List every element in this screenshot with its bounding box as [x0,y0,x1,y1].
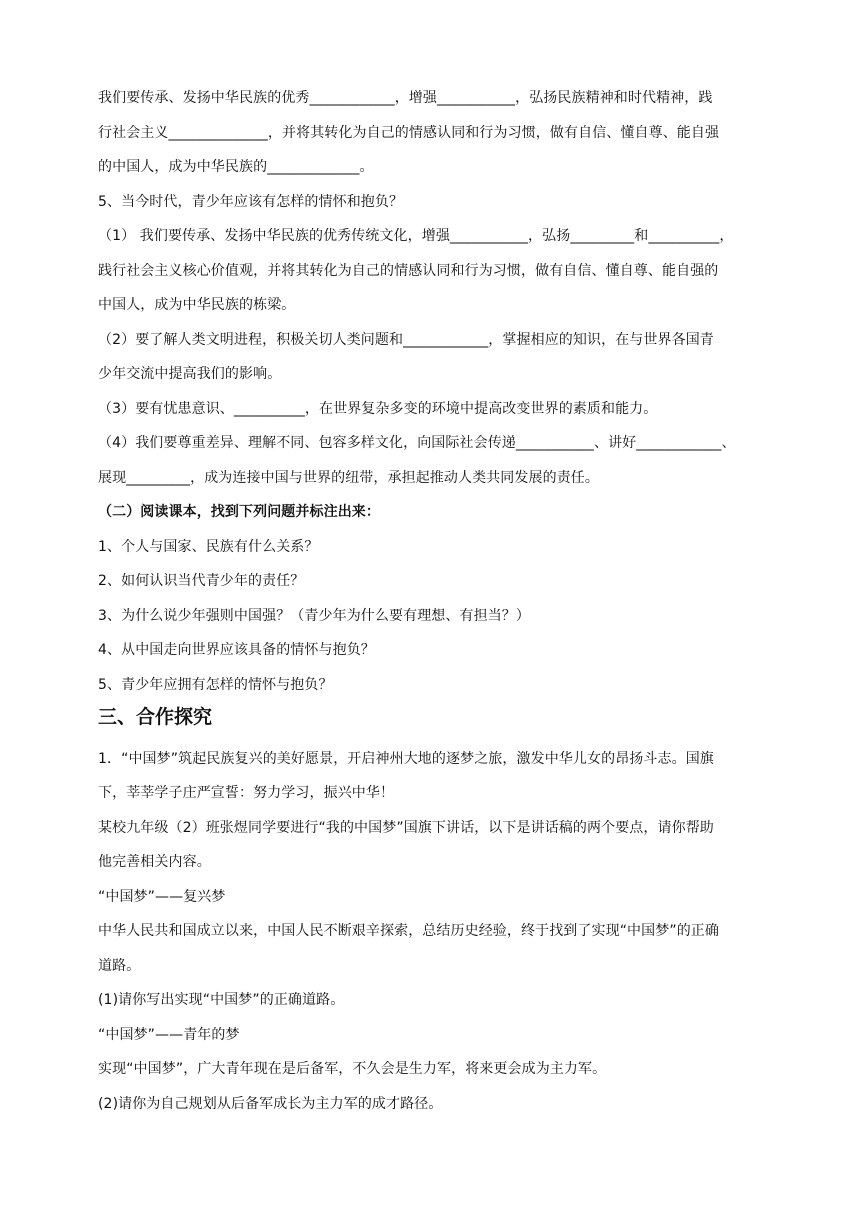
text-line: 少年交流中提高我们的影响。 [98,366,282,382]
answer-4: （4）我们要尊重差异、理解不同、包容多样文化，向国际社会传递___________、讲好____________、 [98,435,736,451]
answer-3: （3）要有忧患意识、__________，在世界复杂多变的环境中提高改变世界的素质和能力。 [98,401,658,417]
text-line: 的中国人，成为中华民族的_____________。 [98,159,374,175]
question: (1)请你写出实现“中国梦”的正确道路。 [98,992,345,1008]
text-line: 践行社会主义核心价值观，并将其转化为自己的情感认同和行为习惯，做有自信、懂自尊、能自强的 [98,263,719,279]
text-line: 我们要传承、发扬中华民族的优秀____________，增强___________，弘扬民族精神和时代精神，践 [98,90,713,106]
text-line: 行社会主义______________，并将其转化为自己的情感认同和行为习惯，做有自信、懂自尊、能自强 [98,125,720,141]
list-item: 4、从中国走向世界应该具备的情怀与抱负？ [98,642,375,658]
subheading: “中国梦”——青年的梦 [98,1027,240,1043]
subheading: “中国梦”——复兴梦 [98,889,226,905]
list-item: 1、个人与国家、民族有什么关系？ [98,539,319,555]
text-line: 道路。 [98,958,141,974]
list-item: 3、为什么说少年强则中国强？（青少年为什么要有理想、有担当？） [98,608,531,624]
answer-1: （1） 我们要传承、发扬中华民族的优秀传统文化，增强___________，弘扬_________和__________， [98,228,734,244]
text-line: 1．“中国梦”筑起民族复兴的美好愿景，开启神州大地的逐梦之旅，激发中华儿女的昂扬斗志。国旗 [98,751,714,767]
text-line: 中华人民共和国成立以来，中国人民不断艰辛探索，总结历史经验，终于找到了实现“中国梦”的正确 [98,923,720,939]
text-line: 某校九年级（2）班张煜同学要进行“我的中国梦”国旗下讲话，以下是讲话稿的两个要点，请你帮助 [98,820,714,836]
list-item: 5、青少年应拥有怎样的情怀与抱负？ [98,677,333,693]
section-3-heading: 三、合作探究 [98,706,213,728]
text-line: 中国人，成为中华民族的栋梁。 [98,297,296,313]
answer-2: （2）要了解人类文明进程，积极关切人类问题和____________，掌握相应的知识，在与世界各国青 [98,332,714,348]
text-line: 他完善相关内容。 [98,854,211,870]
list-item: 2、如何认识当代青少年的责任？ [98,573,305,589]
text-line: 实现“中国梦”，广大青年现在是后备军，不久会是生力军，将来更会成为主力军。 [98,1061,607,1077]
text-line: 展现_________，成为连接中国与世界的纽带，承担起推动人类共同发展的责任。 [98,470,599,486]
question: (2)请你为自己规划从后备军成长为主力军的成才路径。 [98,1096,443,1112]
question-5: 5、当今时代，青少年应该有怎样的情怀和抱负？ [98,194,404,210]
section-2-title: （二）阅读课本，找到下列问题并标注出来： [98,504,380,520]
text-line: 下，莘莘学子庄严宣誓：努力学习，振兴中华！ [98,785,395,801]
